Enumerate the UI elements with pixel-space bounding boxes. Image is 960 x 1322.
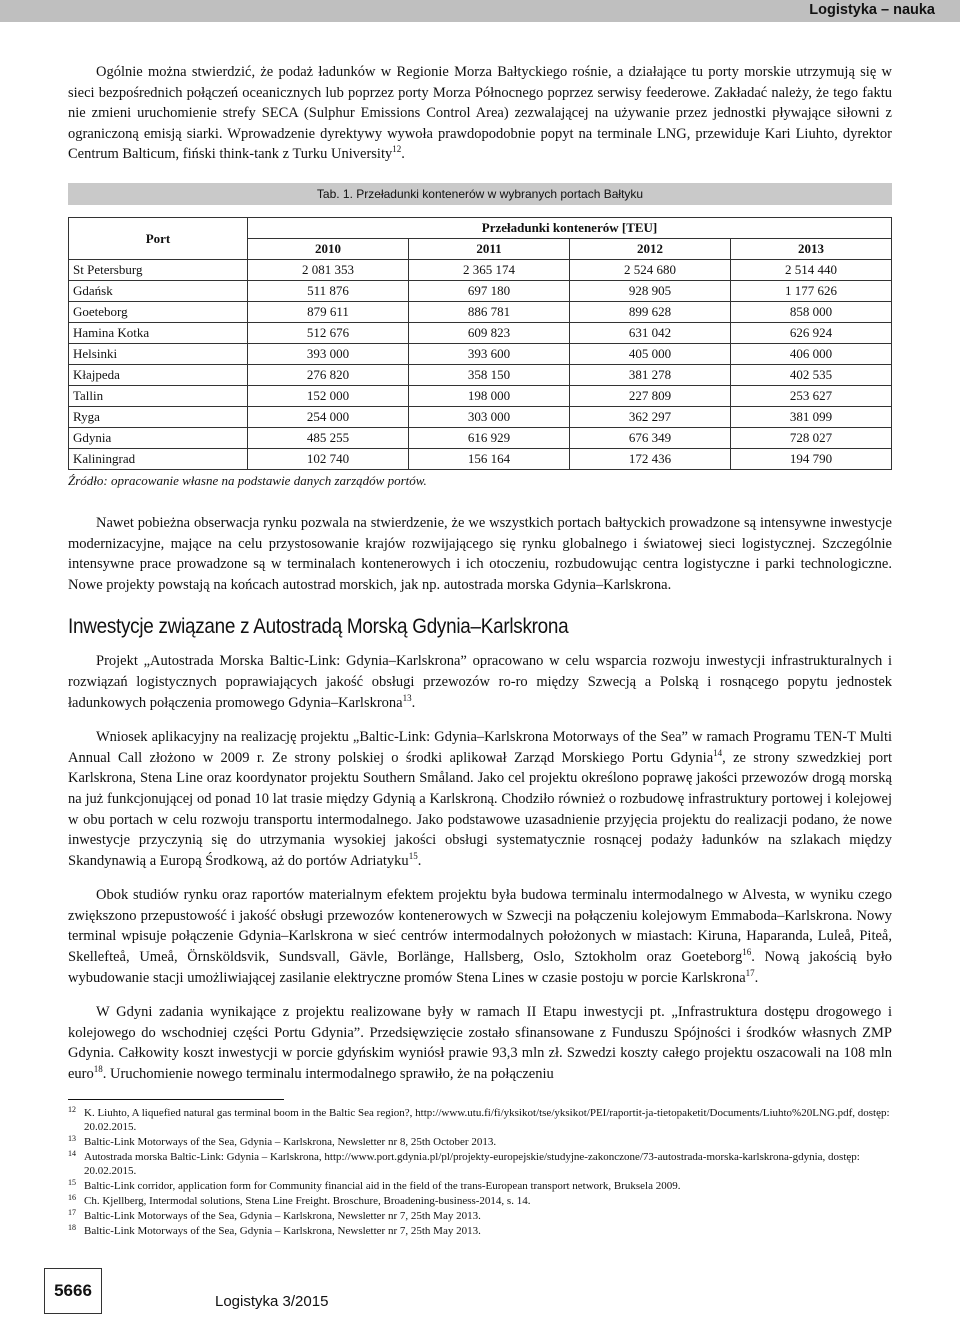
teu-value-cell: 2 514 440 [731, 259, 892, 280]
header-title: Logistyka – nauka [809, 2, 935, 18]
footnote-text: Autostrada morska Baltic-Link: Gdynia – Karlskrona, http://www.port.gdynia.pl/pl/projekty-europejskie/studyjne-zakonczone/73-autostrada-morska-karlskrona-gdynia, dostęp: 20.02.2015. [84, 1150, 860, 1177]
port-name-cell: Kaliningrad [69, 448, 248, 469]
port-name-cell: Goeteborg [69, 301, 248, 322]
port-name-cell: Gdańsk [69, 280, 248, 301]
teu-value-cell: 393 600 [409, 343, 570, 364]
footnote-number: 18 [68, 1222, 76, 1232]
page-content [68, 62, 892, 1239]
paragraph-1: Ogólnie można stwierdzić, że podaż ładunków w Regionie Morza Bałtyckiego rośnie, a działające tu porty morskie utrzymują się w sieci bezpośrednich połączeń oceanicznych lub poprzez porty Morza Północnego poprzez serwisy feederowe. Zakładać należy, że tego faktu nie zmieni uruchomienie strefy SECA (Sulphur Emissions Control Area) zezwalającej na używanie przez jednostki pływające siłowni z ograniczoną emisją siarki. Wprowadzenie dyrektywy wywoła prawdopodobnie popyt na terminale LNG, przewiduje Kari Liuhto, dyrektor Centrum Balticum, fiński think-tank z Turku University$^{12}$. [68, 64, 892, 163]
table-row [69, 364, 892, 385]
teu-value-cell: 1 177 626 [731, 280, 892, 301]
teu-value-cell: 194 790 [731, 448, 892, 469]
teu-value-cell: 102 740 [248, 448, 409, 469]
teu-value-cell: 381 099 [731, 406, 892, 427]
paragraph-3: Projekt „Autostrada Morska Baltic-Link: Gdynia–Karlskrona” opracowano w celu wsparcia rozwoju inwestycji infrastrukturalnych i rozwiązań logistycznych poprawiających jakość obsługi przewozów ro-ro między Szwecją a Polską i rosnącego popytu jednostek ładunkowych połączenia promowego Gdynia–Karlskrona$^{13}$. [68, 653, 892, 711]
teu-value-cell: 2 365 174 [409, 259, 570, 280]
table-row [69, 301, 892, 322]
year-header: 2011 [409, 238, 570, 259]
teu-value-cell: 393 000 [248, 343, 409, 364]
footnotes [68, 1106, 892, 1238]
section-title: Inwestycje związane z Autostradą Morską Gdynia–Karlskrona [68, 615, 569, 639]
journal-name: Logistyka 3/2015 [215, 1293, 329, 1310]
teu-value-cell: 2 081 353 [248, 259, 409, 280]
footnote-text: K. Liuhto, A liquefied natural gas terminal boom in the Baltic Sea region?, http://www.utu.fi/fi/yksikot/tse/yksikot/PEI/raportit-ja-tietopaketit/Documents/Liuhto%20LNG.pdf, dostęp: 20.02.2015. [84, 1106, 890, 1133]
footnote [68, 1179, 892, 1193]
footnote-text: Baltic-Link Motorways of the Sea, Gdynia – Karlskrona, Newsletter nr 7, 25th May 2013. [84, 1224, 481, 1237]
paragraph-5: Obok studiów rynku oraz raportów materialnym efektem projektu była budowa terminalu intermodalnego w Alvesta, w wyniku czego zwiększono przepustowość i jakość obsługi przewozów kontenerowych w Szwecji na połączeniu kolejowym Emmaboda–Karlskrona. Nowy terminal wpisuje połączenie Gdynia–Karlskrona w sieć centrów intermodalnych położonych w miastach: Kiruna, Haparanda, Luleå, Piteå, Skellefteå, Umeå, Örnsköldsvik, Sundsvall, Gävle, Borlänge, Hallsberg, Oslo, Sztokholm oraz Goeteborg$^{16}$. Nową jakością było wybudowanie stacji umożliwiającej zasilanie elektryczne promów Stena Lines w czasie postoju w porcie Karlskrona$^{17}$. [68, 887, 893, 986]
paragraph-4: Wniosek aplikacyjny na realizację projektu „Baltic-Link: Gdynia–Karlskrona Motorways of the Sea” w ramach Programu TEN-T Multi Annual Call złożono w 2009 r. Ze strony polskiej o środki aplikował Zarząd Morskiego Portu Gdynia$^{14}$, ze strony szwedzkiej port Karlskrona, Stena Line oraz koordynator projektu Southern Småland. Jako cel projektu określono poprawę jakości przewozów drogą morską na już funkcjonującej od ponad 10 lat trasie między Gdynią a Karlskroną. Chodziło również o rozbudowę infrastruktury portowej i kolejowej w obu portach w celu rozwoju transportu intermodalnego. Jako podstawowe uzasadnienie przyjęcia projektu do realizacji podano, że nowe inwestycje przyczynią się do utrzymania wysokiej jakości obsługi systematycznie rosnącej podaży ładunków na szlakach między Skandynawią a Europą Środkową, aż do portów Adriatyku$^{15}$. [68, 729, 892, 869]
footnote-ref-16[interactable]: 16 [742, 947, 752, 958]
teu-value-cell: 405 000 [570, 343, 731, 364]
port-name-cell: St Petersburg [69, 259, 248, 280]
footnote [68, 1224, 892, 1238]
teu-value-cell: 511 876 [248, 280, 409, 301]
table-row [69, 343, 892, 364]
teu-value-cell: 2 524 680 [570, 259, 731, 280]
port-column-header: Port [69, 217, 248, 259]
port-name-cell: Gdynia [69, 427, 248, 448]
teu-value-cell: 406 000 [731, 343, 892, 364]
port-name-cell: Tallin [69, 385, 248, 406]
table-row [69, 280, 892, 301]
teu-value-cell: 728 027 [731, 427, 892, 448]
year-header: 2010 [248, 238, 409, 259]
table-source: Źródło: opracowanie własne na podstawie danych zarządów portów. [68, 472, 427, 488]
footnote [68, 1135, 892, 1149]
teu-value-cell: 198 000 [409, 385, 570, 406]
footnote [68, 1194, 892, 1208]
footnote-ref-18[interactable]: 18 [93, 1064, 103, 1075]
teu-value-cell: 676 349 [570, 427, 731, 448]
paragraph-6: W Gdyni zadania wynikające z projektu realizowane były w ramach II Etapu inwestycji pt. „Infrastruktura dostępu drogowego i kolejowego do wschodniej części Portu Gdynia”. Przedsięwzięcie zostało sfinansowane z Funduszu Spójności i środków własnych ZMP Gdynia. Całkowity koszt inwestycji w porcie gdyńskim wyniósł prawie 93,3 mln zł. Szwedzi koszty całego projektu oszacowali na 108 mln euro$^{18}$. Uruchomienie nowego terminalu intermodalnego sprawiło, że na połączeniu [68, 1004, 892, 1083]
teu-value-cell: 631 042 [570, 322, 731, 343]
teu-value-cell: 626 924 [731, 322, 892, 343]
year-header: 2012 [570, 238, 731, 259]
teu-value-cell: 276 820 [248, 364, 409, 385]
port-name-cell: Helsinki [69, 343, 248, 364]
running-header [0, 0, 960, 22]
footnote-number: 14 [68, 1148, 76, 1158]
teu-value-cell: 156 164 [409, 448, 570, 469]
teu-value-cell: 254 000 [248, 406, 409, 427]
page-number: 5666 [44, 1268, 102, 1314]
port-name-cell: Ryga [69, 406, 248, 427]
footnote-text: Ch. Kjellberg, Intermodal solutions, Stena Line Freight. Broschure, Broadening-business-2014, s. 14. [84, 1194, 531, 1207]
teu-value-cell: 253 627 [731, 385, 892, 406]
teu-value-cell: 402 535 [731, 364, 892, 385]
teu-value-cell: 886 781 [409, 301, 570, 322]
teu-value-cell: 616 929 [409, 427, 570, 448]
footnote-number: 15 [68, 1177, 76, 1187]
table-caption: Tab. 1. Przeładunki kontenerów w wybranych portach Bałtyku [68, 183, 892, 205]
footnote-ref-17[interactable]: 17 [745, 967, 755, 978]
container-traffic-table [68, 217, 892, 470]
teu-value-cell: 485 255 [248, 427, 409, 448]
teu-value-cell: 697 180 [409, 280, 570, 301]
teu-value-cell: 227 809 [570, 385, 731, 406]
footnote-number: 13 [68, 1133, 76, 1143]
teu-group-header: Przeładunki kontenerów [TEU] [248, 217, 892, 238]
footnote-text: Baltic-Link Motorways of the Sea, Gdynia – Karlskrona, Newsletter nr 7, 25th May 2013. [84, 1209, 481, 1222]
port-name-cell: Kłajpeda [69, 364, 248, 385]
paragraph-2: Nawet pobieżna obserwacja rynku pozwala na stwierdzenie, że we wszystkich portach bałtyckich prowadzone są intensywne inwestycje modernizacyjne, mające na celu przystosowanie krajów rozwijającego się rynku globalnego i światowej sieci logistycznej. Szczególnie intensywne prace prowadzone są w terminalach kontenerowych i ich otoczeniu, rozbudowując centra logistyczne i parki technologiczne. Nowe projekty powstają na końcach autostrad morskich, jak np. autostrada morska Gdynia–Karlskrona. [68, 514, 892, 593]
footnote-number: 17 [68, 1207, 76, 1217]
table-row [69, 322, 892, 343]
teu-value-cell: 879 611 [248, 301, 409, 322]
footnote-ref-12[interactable]: 12 [392, 144, 402, 155]
footnote-ref-13[interactable]: 13 [402, 692, 412, 703]
teu-value-cell: 152 000 [248, 385, 409, 406]
teu-value-cell: 928 905 [570, 280, 731, 301]
table-body [69, 259, 892, 469]
footnote-number: 12 [68, 1104, 76, 1114]
table-row [69, 427, 892, 448]
port-name-cell: Hamina Kotka [69, 322, 248, 343]
year-header: 2013 [731, 238, 892, 259]
footnote [68, 1106, 892, 1134]
teu-value-cell: 358 150 [409, 364, 570, 385]
footnote-ref-14[interactable]: 14 [713, 747, 723, 758]
footnote [68, 1150, 892, 1178]
teu-value-cell: 362 297 [570, 406, 731, 427]
teu-value-cell: 172 436 [570, 448, 731, 469]
footnote-ref-15[interactable]: 15 [408, 850, 418, 861]
table-row [69, 385, 892, 406]
table-row [69, 406, 892, 427]
footnote-number: 16 [68, 1192, 76, 1202]
footnote-text: Baltic-Link Motorways of the Sea, Gdynia – Karlskrona, Newsletter nr 8, 25th October 2013. [84, 1135, 497, 1148]
teu-value-cell: 303 000 [409, 406, 570, 427]
teu-value-cell: 381 278 [570, 364, 731, 385]
teu-value-cell: 858 000 [731, 301, 892, 322]
table-row [69, 259, 892, 280]
footnote [68, 1209, 892, 1223]
footnote-text: Baltic-Link corridor, application form for Community financial aid in the field of the trans-European transport network, Bruksela 2009. [84, 1179, 681, 1192]
teu-value-cell: 609 823 [409, 322, 570, 343]
teu-value-cell: 512 676 [248, 322, 409, 343]
table-row [69, 448, 892, 469]
teu-value-cell: 899 628 [570, 301, 731, 322]
footnote-divider [68, 1099, 284, 1100]
